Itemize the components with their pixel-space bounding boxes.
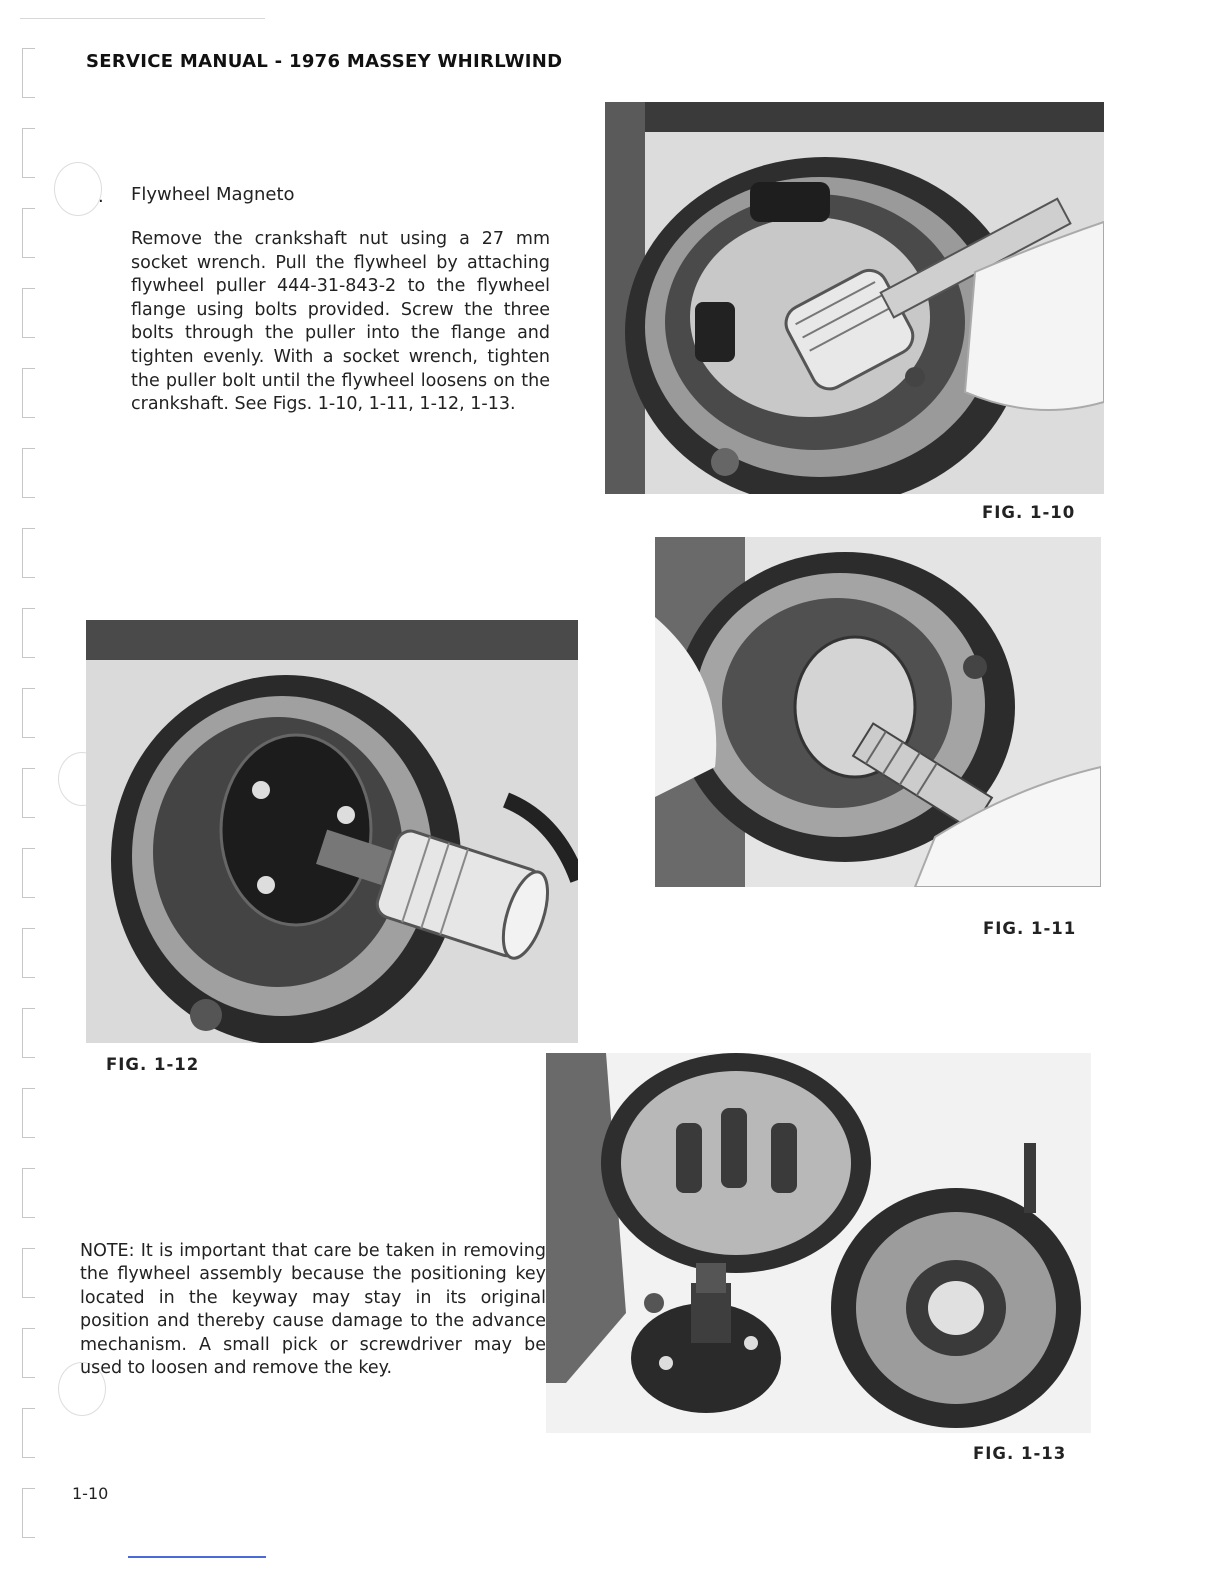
page-header: SERVICE MANUAL - 1976 MASSEY WHIRLWIND: [86, 51, 563, 72]
photo-fig-1-10: [605, 102, 1104, 494]
caption-fig-1-10: FIG. 1-10: [982, 503, 1076, 522]
procedure-text: Remove the crankshaft nut using a 27 mm socket wrench. Pull the flywheel by attaching flywheel puller 444-31-843-2 to the flywheel flange using bolts provided. Screw the three bolts through the puller into the flange and tighten evenly. With a socket wrench, tighten the puller bolt until the flywheel loosens on the crankshaft. See Figs. 1-10, 1-11, 1-12, 1-13.: [131, 229, 550, 415]
caption-fig-1-12: FIG. 1-12: [106, 1055, 200, 1074]
photo-fig-1-12: [86, 620, 578, 1043]
photo-fig-1-11: [655, 537, 1101, 887]
caption-fig-1-11: FIG. 1-11: [983, 919, 1077, 938]
section-bullet: .: [98, 186, 104, 207]
top-rule: [20, 18, 265, 19]
binder-hole-marks: [22, 48, 40, 1538]
caption-fig-1-13: FIG. 1-13: [973, 1444, 1067, 1463]
punch-hole: [54, 162, 102, 216]
page-number: 1-10: [72, 1484, 109, 1503]
section-title: Flywheel Magneto: [131, 184, 295, 205]
photo-fig-1-13: [546, 1053, 1091, 1433]
note-text: NOTE: It is important that care be taken in removing the flywheel assembly because the positioning key located in the keyway may stay in its original position and thereby cause damage to the advance mechanism. A small pick or screwdriver may be used to loosen and remove the key.: [80, 1241, 546, 1379]
footer-rule: [128, 1556, 266, 1558]
